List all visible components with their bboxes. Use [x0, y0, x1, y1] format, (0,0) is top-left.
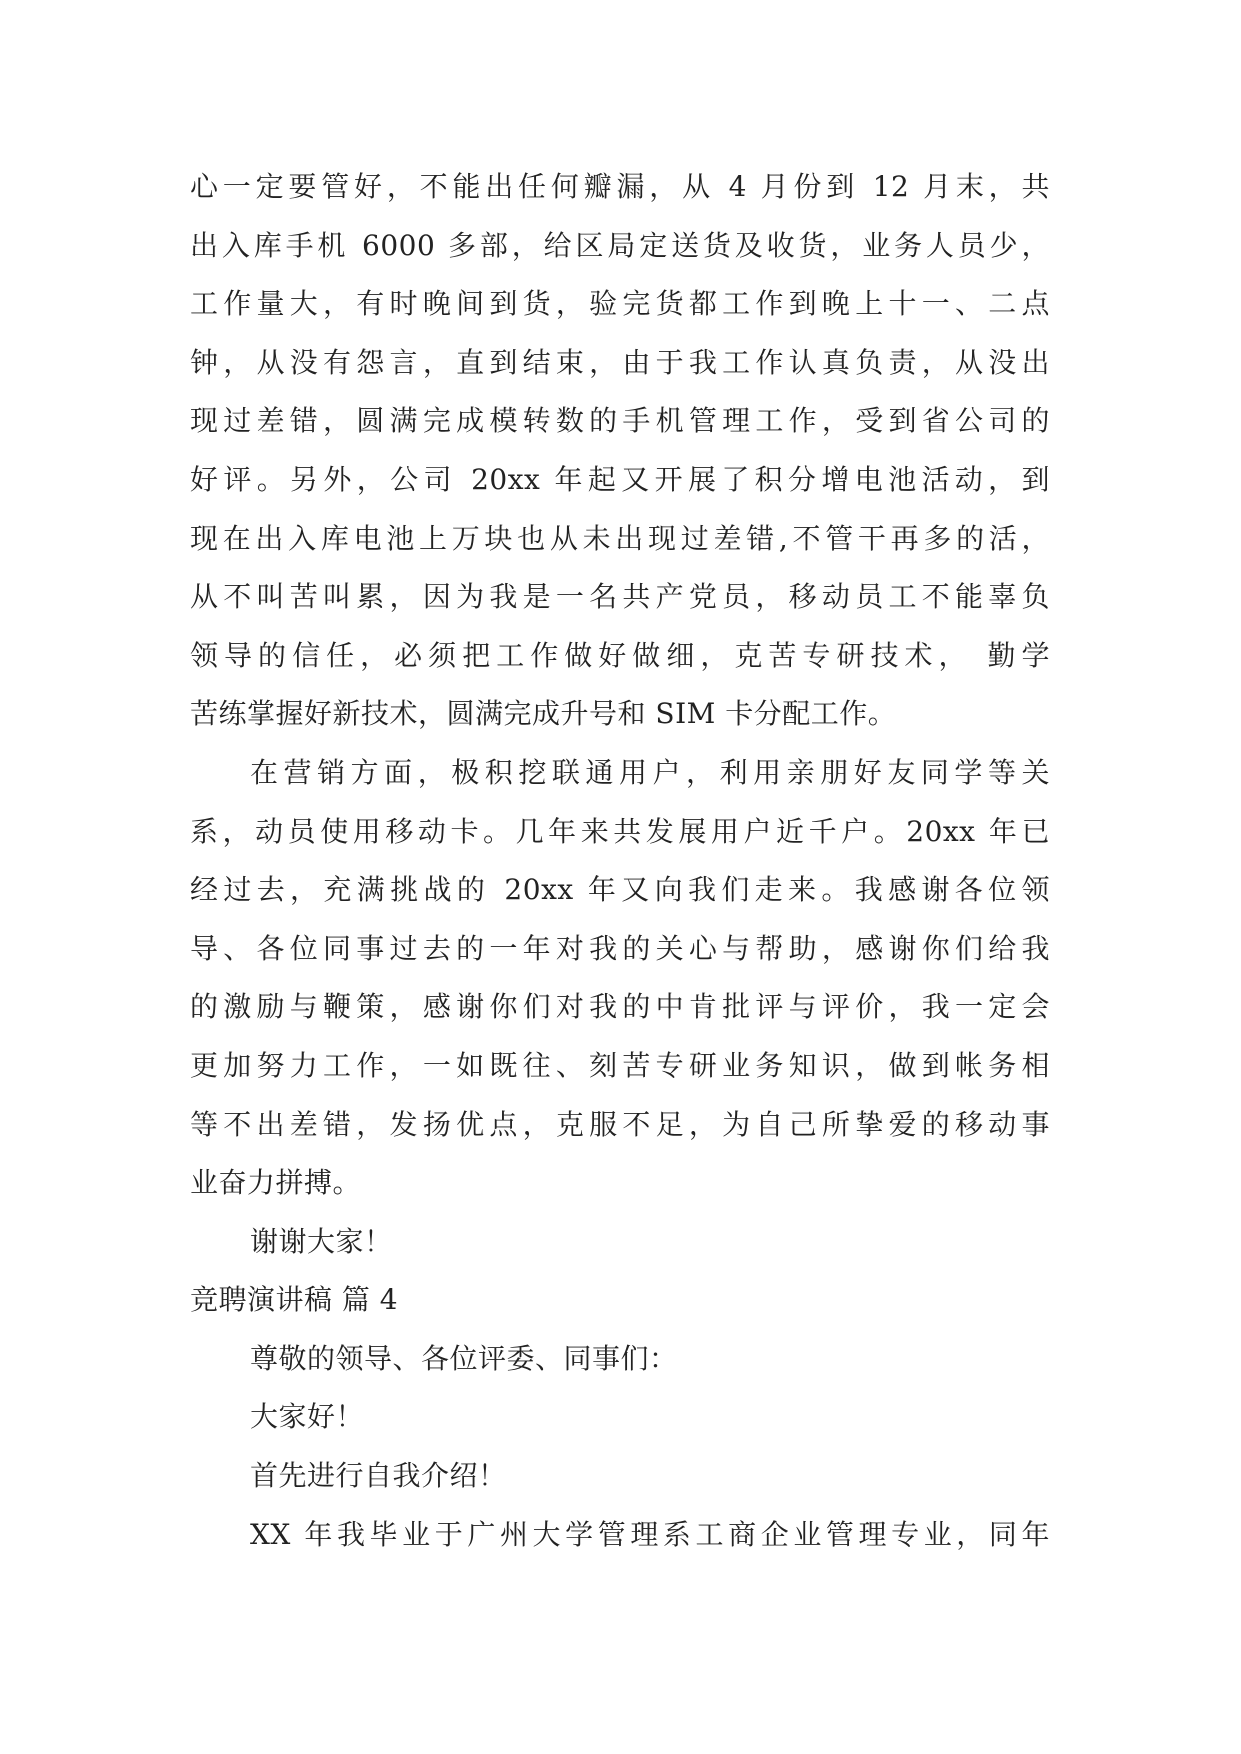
text-line: 出入库手机 6000 多部，给区局定送货及收货，业务人员少， — [190, 228, 1050, 262]
section-heading: 竞聘演讲稿 篇 4 — [190, 1283, 399, 1317]
text-line: 更加努力工作，一如既往、刻苦专研业务知识，做到帐务相 — [190, 1048, 1050, 1082]
text-line: 的激励与鞭策，感谢你们对我的中肯批评与评价，我一定会 — [190, 990, 1050, 1024]
paragraph-2 — [190, 744, 1050, 1213]
paragraph-1 — [190, 158, 1050, 744]
greeting-line: 大家好！ — [250, 1400, 365, 1434]
intro-line: 首先进行自我介绍！ — [250, 1459, 507, 1493]
document-body — [190, 158, 1050, 1564]
text-line: 业奋力拼搏。 — [190, 1166, 362, 1200]
text-line: 心一定要管好，不能出任何瓣漏，从 4 月份到 12 月末，共 — [190, 170, 1050, 203]
salutation-line: 尊敬的领导、各位评委、同事们： — [250, 1341, 678, 1375]
text-line: 现过差错，圆满完成模转数的手机管理工作，受到省公司的 — [190, 404, 1050, 438]
text-line: 苦练掌握好新技术，圆满完成升号和 SIM 卡分配工作。 — [190, 697, 897, 731]
text-line: 钟，从没有怨言，直到结束，由于我工作认真负责，从没出 — [190, 345, 1050, 379]
thanks-line: 谢谢大家！ — [250, 1224, 393, 1258]
text-line: 领导的信任，必须把工作做好做细，克苦专研技术， 勤学 — [190, 638, 1050, 672]
text-line: 经过去，充满挑战的 20xx 年又向我们走来。我感谢各位领 — [190, 873, 1050, 907]
text-line: 现在出入库电池上万块也从未出现过差错,不管干再多的活， — [190, 521, 1050, 555]
text-line: 好评。另外，公司 20xx 年起又开展了积分增电池活动，到 — [190, 462, 1050, 496]
text-line: 工作量大，有时晚间到货，验完货都工作到晚上十一、二点 — [190, 287, 1050, 321]
text-line: 系，动员使用移动卡。几年来共发展用户近千户。20xx 年已 — [190, 814, 1050, 848]
text-line: 导、各位同事过去的一年对我的关心与帮助，感谢你们给我 — [190, 931, 1050, 965]
text-line: 从不叫苦叫累，因为我是一名共产党员，移动员工不能辜负 — [190, 580, 1050, 614]
text-line: 在营销方面，极积挖联通用户，利用亲朋好友同学等关 — [250, 755, 1050, 789]
text-line: XX 年我毕业于广州大学管理系工商企业管理专业，同年 — [250, 1517, 1050, 1551]
text-line: 等不出差错，发扬优点，克服不足，为自己所挚爱的移动事 — [190, 1107, 1050, 1141]
